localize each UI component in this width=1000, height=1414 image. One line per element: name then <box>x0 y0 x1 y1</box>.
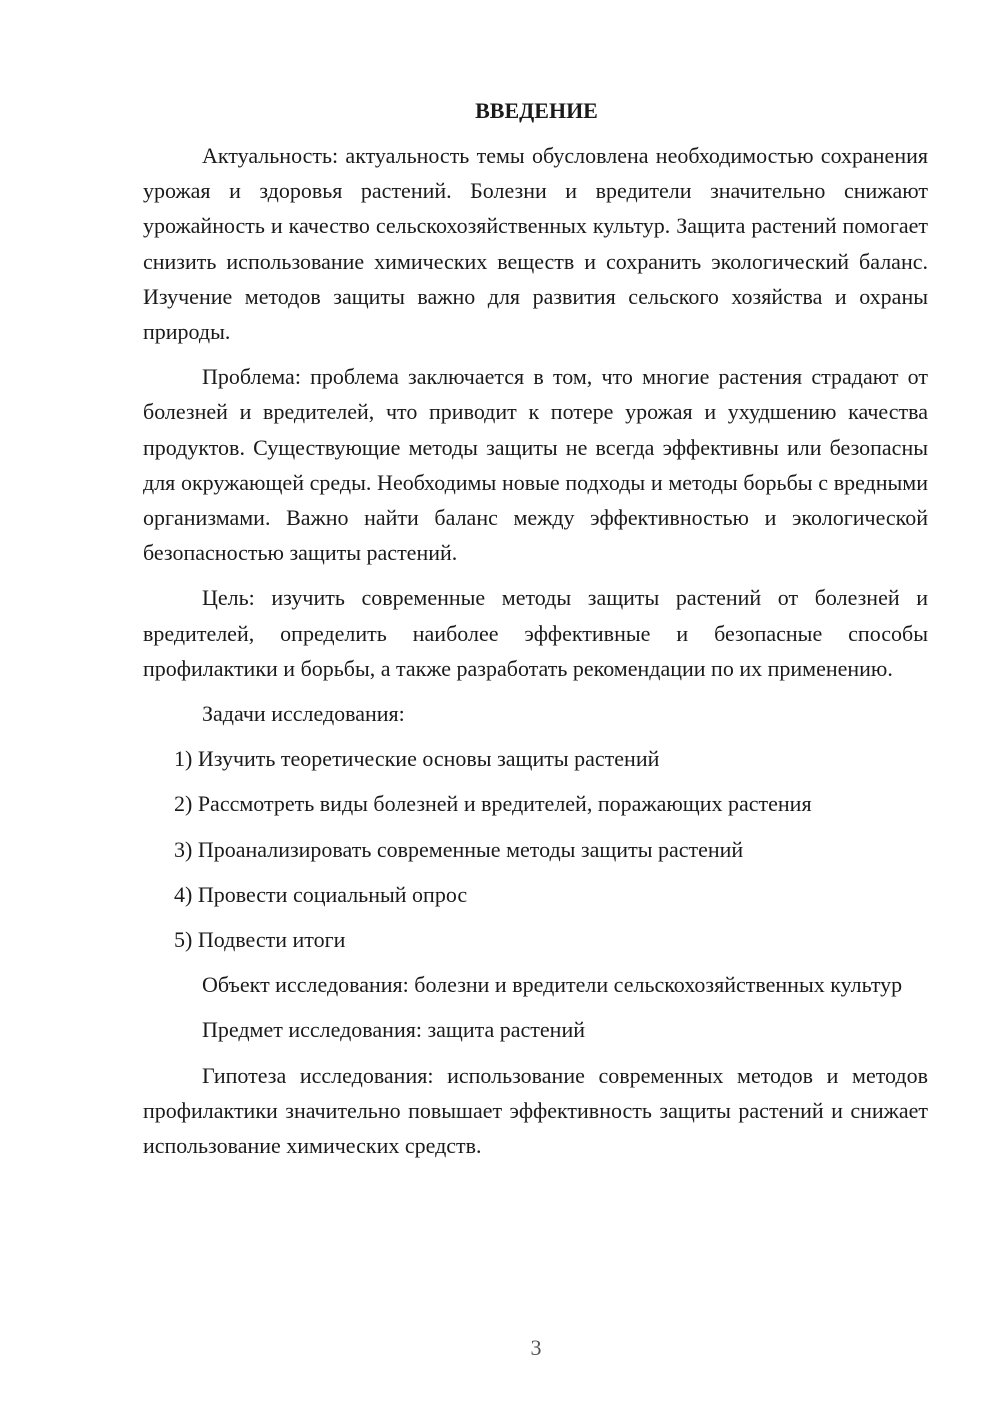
paragraph-problem: Проблема: проблема заключается в том, что многие растения страдают от болезней и вредителей, что приводит к потере урожая и ухудшению качества продуктов. Существующие методы защиты не всегда эффективны или безопасны для окружающей среды. Необходимы новые подходы и методы борьбы с вредными организмами. Важно найти баланс между эффективностью и экологической безопасностью защиты растений. <box>143 364 928 566</box>
list-item: 3) Проанализировать современные методы защиты растений <box>174 836 744 862</box>
page-number: 3 <box>530 1335 542 1360</box>
list-item: 4) Провести социальный опрос <box>174 881 468 907</box>
list-item: 5) Подвести итоги <box>174 927 346 953</box>
paragraph-subject: Предмет исследования: защита растений <box>202 1017 585 1043</box>
tasks-list <box>143 741 928 957</box>
paragraph-relevance: Актуальность: актуальность темы обусловлена необходимостью сохранения урожая и здоровья растений. Болезни и вредители значительно снижают урожайность и качество сельскохозяйственных культур. Защита растений помогает снизить использование химических веществ и сохранить экологический баланс. Изучение методов защиты важно для развития сельского хозяйства и охраны природы. <box>143 143 928 345</box>
list-item: 2) Рассмотреть виды болезней и вредителей, поражающих растения <box>174 791 812 817</box>
paragraph-hypothesis: Гипотеза исследования: использование современных методов и методов профилактики значительно повышает эффективность защиты растений и снижает использование химических средств. <box>143 1062 928 1159</box>
page-title: ВВЕДЕНИЕ <box>475 98 598 123</box>
page-content <box>143 93 928 1173</box>
list-item: 1) Изучить теоретические основы защиты растений <box>174 746 660 772</box>
tasks-heading: Задачи исследования: <box>202 701 405 727</box>
paragraph-object: Объект исследования: болезни и вредители сельскохозяйственных культур <box>202 972 903 998</box>
paragraph-goal: Цель: изучить современные методы защиты растений от болезней и вредителей, определить наиболее эффективные и безопасные способы профилактики и борьбы, а также разработать рекомендации по их применению. <box>143 585 928 681</box>
